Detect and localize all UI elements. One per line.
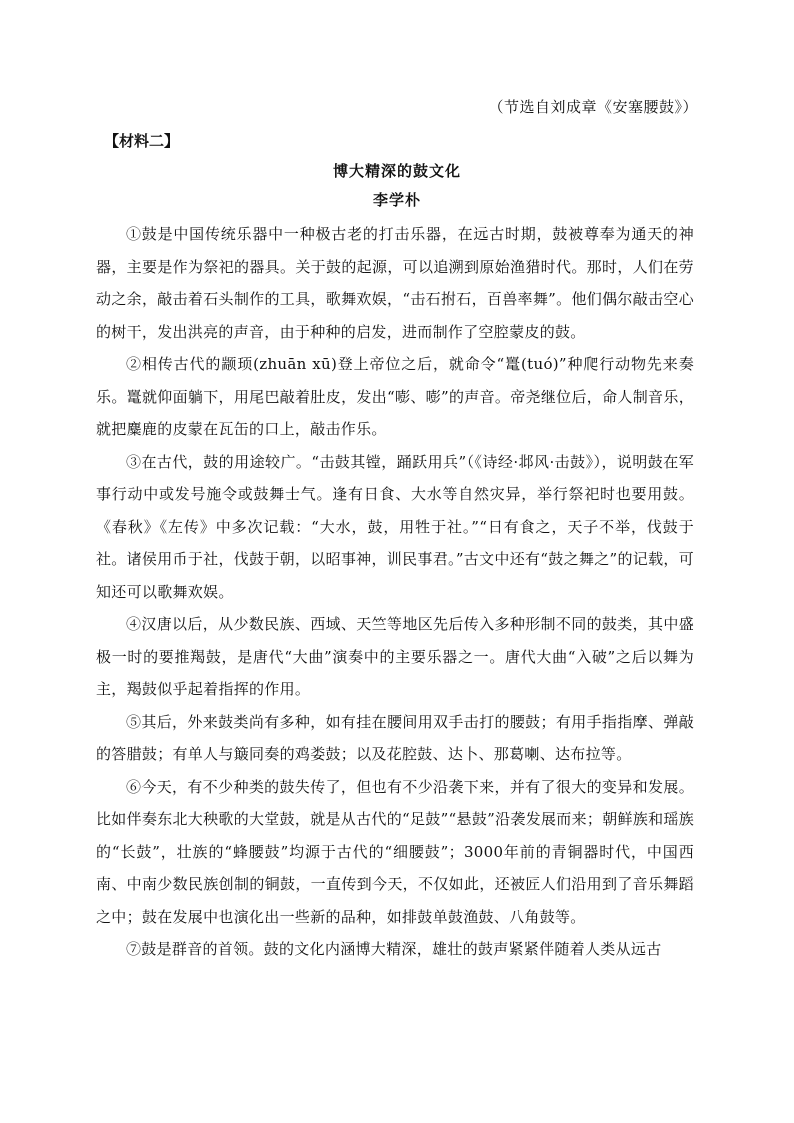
paragraph-7: ⑦鼓是群音的首领。鼓的文化内涵博大精深，雄壮的鼓声紧紧伴随着人类从远古	[126, 940, 662, 958]
section-label: 【材料二】	[104, 132, 180, 150]
paragraph-2: ②相传古代的颛顼(zhuān xū)登上帝位之后，就命令“鼍(tuó)”种爬行动物先来奏乐。鼍就仰面躺下，用尾巴敲着肚皮，发出“嘭、嘭”的声音。帝尧继位后，命人制音乐，就把麋鹿的皮蒙在瓦缶的口上，敲击作乐。	[96, 355, 694, 438]
paragraph-1: ①鼓是中国传统乐器中一种极古老的打击乐器，在远古时期，鼓被尊奉为通天的神器，主要是作为祭祀的器具。关于鼓的起源，可以追溯到原始渔猎时代。那时，人们在劳动之余，敲击着石头制作的工具，歌舞欢娱，“击石拊石，百兽率舞”。他们偶尔敲击空心的树干，发出洪亮的声音，由于种种的启发，进而制作了空腔蒙皮的鼓。	[96, 225, 694, 341]
paragraph-4: ④汉唐以后，从少数民族、西域、天竺等地区先后传入多种形制不同的鼓类，其中盛极一时的要推羯鼓，是唐代“大曲”演奏中的主要乐器之一。唐代大曲“入破”之后以舞为主，羯鼓似乎起着指挥的作用。	[96, 615, 694, 698]
paragraph-6: ⑥今天，有不少种类的鼓失传了，但也有不少沿袭下来，并有了很大的变异和发展。比如伴奏东北大秧歌的大堂鼓，就是从古代的“足鼓”“悬鼓”沿袭发展而来；朝鲜族和瑶族的“长鼓”，壮族的“蜂腰鼓”均源于古代的“细腰鼓”；3000年前的青铜器时代，中国西南、中南少数民族创制的铜鼓，一直传到今天，不仅如此，还被匠人们沿用到了音乐舞蹈之中；鼓在发展中也演化出一些新的品种，如排鼓单鼓渔鼓、八角鼓等。	[96, 777, 694, 926]
paragraph-5: ⑤其后，外来鼓类尚有多种，如有挂在腰间用双手击打的腰鼓；有用手指指摩、弹敲的答腊鼓；有单人与簸同奏的鸡娄鼓；以及花腔鼓、达卜、那葛喇、达布拉等。	[96, 712, 694, 763]
paragraph-3: ③在古代，鼓的用途较广。“击鼓其镗，踊跃用兵”（《诗经·邶风·击鼓》），说明鼓在军事行动中或发号施令或鼓舞士气。逢有日食、大水等自然灾异，举行祭祀时也要用鼓。《春秋》《左传》中多次记载：“大水，鼓，用牲于社。”“日有食之，天子不举，伐鼓于社。诸侯用币于社，伐鼓于朝，以昭事神，训民事君。”古文中还有“鼓之舞之”的记载，可知还可以歌舞欢娱。	[96, 452, 694, 601]
article-author: 李学朴	[372, 191, 421, 209]
article-body	[96, 218, 694, 966]
article-title: 博大精深的鼓文化	[332, 162, 461, 180]
source-note: （节选自刘成章《安塞腰鼓》）	[488, 98, 698, 116]
